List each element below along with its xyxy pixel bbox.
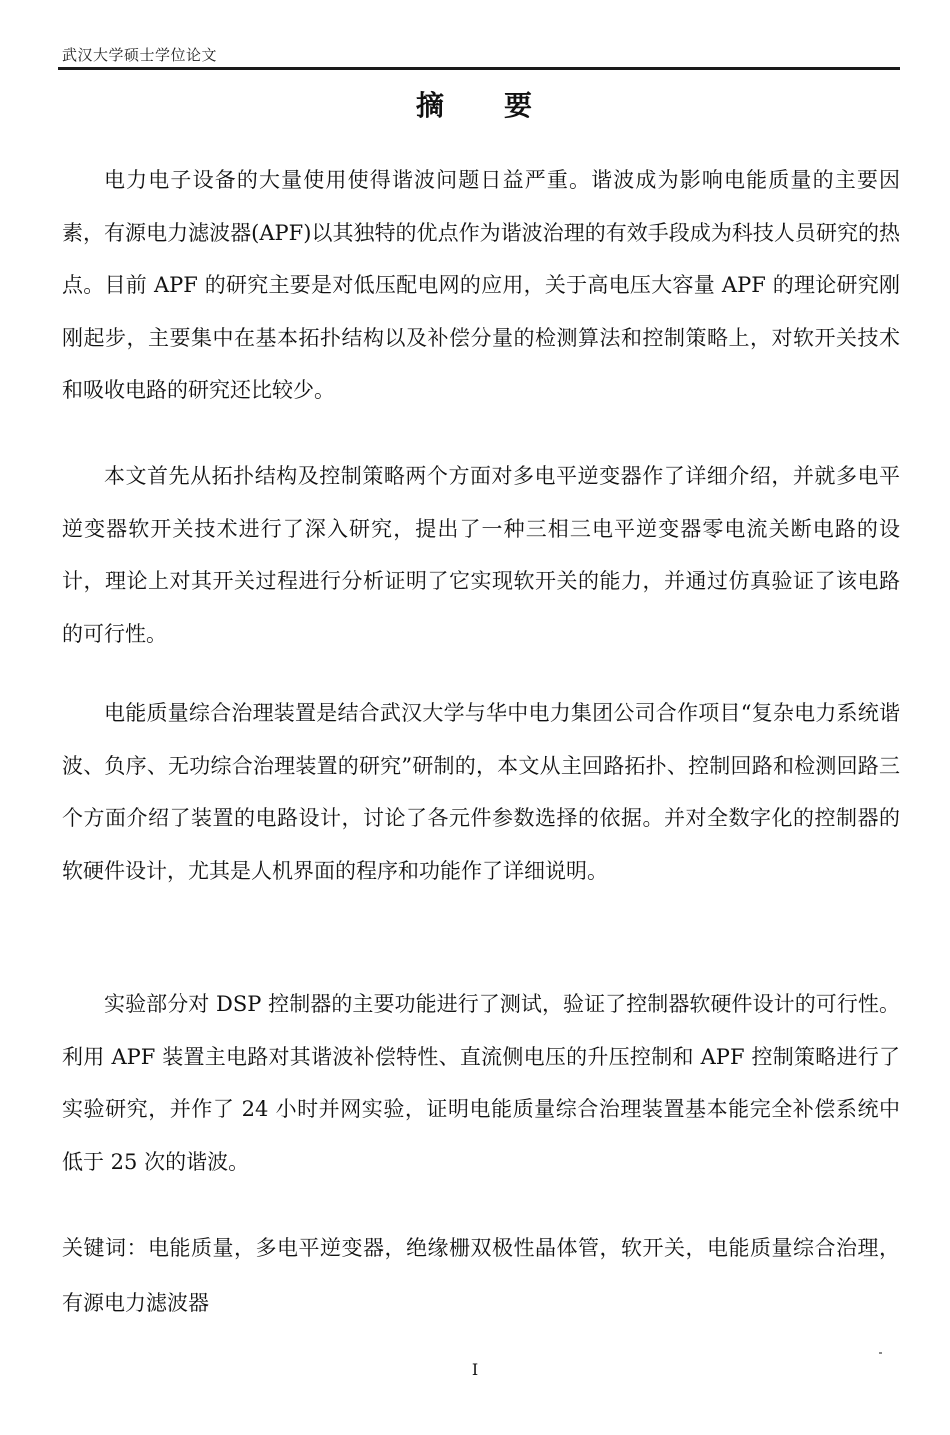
keywords	[62, 1221, 900, 1331]
running-header: 武汉大学硕士学位论文	[62, 46, 218, 64]
abstract-paragraph-2: 本文首先从拓扑结构及控制策略两个方面对多电平逆变器作了详细介绍，并就多电平逆变器软开关技术进行了深入研究，提出了一种三相三电平逆变器零电流关断电路的设计，理论上对其开关过程进行分析证明了它实现软开关的能力，并通过仿真验证了该电路的可行性。	[62, 464, 900, 646]
abstract-paragraph-3: 电能质量综合治理装置是结合武汉大学与华中电力集团公司合作项目“复杂电力系统谐波、负序、无功综合治理装置的研究”研制的，本文从主回路拓扑、控制回路和检测回路三个方面介绍了装置的电路设计，讨论了各元件参数选择的依据。并对全数字化的控制器的软硬件设计，尤其是人机界面的程序和功能作了详细说明。	[62, 701, 900, 883]
keywords-text: 电能质量，多电平逆变器，绝缘栅双极性晶体管，软开关，电能质量综合治理，有源电力滤波器	[62, 1236, 900, 1315]
page-number: I	[471, 1360, 479, 1379]
abstract-paragraph-1: 电力电子设备的大量使用使得谐波问题日益严重。谐波成为影响电能质量的主要因素，有源电力滤波器(APF)以其独特的优点作为谐波治理的有效手段成为科技人员研究的热点。目前 APF 的研究主要是对低压配电网的应用，关于高电压大容量 APF 的理论研究刚刚起步，主要集中在基本拓扑结构以及补偿分量的检测算法和控制策略上，对软开关技术和吸收电路的研究还比较少。	[62, 168, 900, 403]
title-char-2: 要	[504, 89, 535, 122]
abstract-paragraph-4: 实验部分对 DSP 控制器的主要功能进行了测试，验证了控制器软硬件设计的可行性。利用 APF 装置主电路对其谐波补偿特性、直流侧电压的升压控制和 APF 控制策略进行了实验研究，并作了 24 小时并网实验，证明电能质量综合治理装置基本能完全补偿系统中低于 25 次的谐波。	[62, 992, 900, 1174]
keywords-label: 关键词：	[62, 1236, 148, 1260]
scan-speck	[879, 1352, 882, 1354]
header-rule	[58, 67, 900, 70]
title-char-1: 摘	[415, 89, 446, 122]
page-title	[0, 84, 950, 124]
